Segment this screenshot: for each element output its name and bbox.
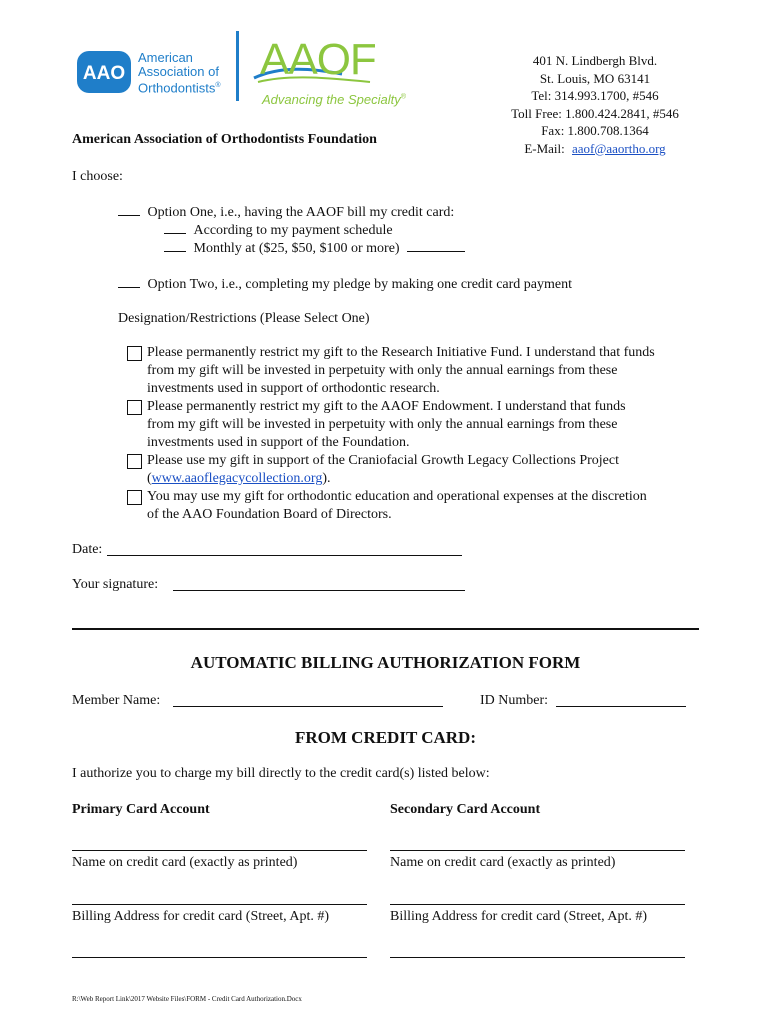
option-one-blank[interactable] [118,202,140,216]
from-credit-card-title: FROM CREDIT CARD: [294,728,476,747]
address-street: 401 N. Lindbergh Blvd. [532,53,658,68]
monthly-text: Monthly at ($25, $50, $100 or more) [193,241,400,256]
email-link[interactable]: aaof@aaortho.org [572,140,666,156]
schedule-text: According to my payment schedule [193,223,393,238]
footer-file-path: R:\Web Report Link\2017 Website Files\FORM - Credit Card Authorization.Docx [72,995,302,1003]
org-name: American Association of Orthodontists Foundation [72,132,377,147]
designation-4-line-1: You may use my gift for orthodontic education and operational expenses at the discretion [147,489,647,504]
link-suffix: ). [322,471,331,486]
aao-logo [76,50,226,98]
date-label: Date: [72,542,103,557]
designation-1-line-1: Please permanently restrict my gift to the Research Initiative Fund. I understand that funds [147,345,655,360]
designation-1-line-3: investments used in support of orthodontic research. [147,381,440,396]
schedule-blank[interactable] [164,220,186,234]
address-email-row [495,140,695,158]
aao-name-line-2: Association of [138,64,219,79]
checkbox-education-operations[interactable] [127,490,142,505]
secondary-address-line[interactable] [390,904,685,905]
designation-3-line-1: Please use my gift in support of the Craniofacial Growth Legacy Collections Project [147,453,619,468]
aaof-logo [250,35,410,112]
aao-logo-mark [76,50,132,94]
primary-address-label: Billing Address for credit card (Street, Apt. #) [72,909,329,924]
aaof-tagline: Advancing the Specialty® [262,92,406,107]
aao-name-line-3: Orthodontists® [138,80,221,96]
option-two-text: Option Two, i.e., completing my pledge by making one credit card payment [147,277,572,292]
address-block [495,52,695,157]
address-tel: Tel: 314.993.1700, #546 [531,88,659,103]
monthly-blank[interactable] [164,238,186,252]
designation-3-link-row [147,470,331,488]
designation-1-line-2: from my gift will be invested in perpetuity with only the annual earnings from these [147,363,618,378]
option-two-blank[interactable] [118,274,140,288]
primary-name-label: Name on credit card (exactly as printed) [72,855,298,870]
secondary-card-heading: Secondary Card Account [390,802,541,817]
email-label: E-Mail: [524,140,565,156]
designation-4-line-2: of the AAO Foundation Board of Directors. [147,507,392,522]
secondary-address-label: Billing Address for credit card (Street, Apt. #) [390,909,647,924]
secondary-name-line[interactable] [390,850,685,851]
monthly-amount-blank[interactable] [407,238,465,252]
signature-line[interactable] [173,590,465,591]
section-divider [72,628,699,630]
option-one-text: Option One, i.e., having the AAOF bill my credit card: [147,205,455,220]
checkbox-legacy-collections[interactable] [127,454,142,469]
address-tollfree: Toll Free: 1.800.424.2841, #546 [511,105,679,121]
schedule-row [164,220,393,240]
logo-divider [236,31,239,101]
monthly-row [164,238,465,258]
option-two-row [118,274,572,294]
member-name-line[interactable] [173,706,443,707]
designation-2-line-2: from my gift will be invested in perpetuity with only the annual earnings from these [147,417,618,432]
signature-label: Your signature: [72,577,159,592]
address-city: St. Louis, MO 63141 [539,70,651,86]
designation-heading: Designation/Restrictions (Please Select One) [118,311,370,326]
designation-2-line-3: investments used in support of the Foundation. [147,435,410,450]
registered-mark: ® [215,82,221,89]
legacy-collection-link[interactable]: www.aaoflegacycollection.org [151,471,323,486]
id-number-label: ID Number: [480,693,549,708]
option-one-row [118,202,454,222]
registered-mark: ® [400,93,406,101]
link-prefix: ( [147,471,152,486]
aaof-wordmark: AAOF [260,35,376,84]
secondary-name-label: Name on credit card (exactly as printed) [390,855,616,870]
checkbox-endowment[interactable] [127,400,142,415]
address-fax: Fax: 1.800.708.1364 [541,123,649,138]
authorize-text: I authorize you to charge my bill directly to the credit card(s) listed below: [72,766,490,781]
aao-name-line-1: American [138,50,193,65]
id-number-line[interactable] [556,706,686,707]
billing-form-title: AUTOMATIC BILLING AUTHORIZATION FORM [190,653,581,672]
aao-abbrev: AAO [82,63,126,84]
primary-name-line[interactable] [72,850,367,851]
designation-2-line-1: Please permanently restrict my gift to the AAOF Endowment. I understand that funds [147,399,626,414]
secondary-address-line-2[interactable] [390,957,685,958]
primary-address-line-2[interactable] [72,957,367,958]
date-line[interactable] [107,555,462,556]
choose-label: I choose: [72,169,123,184]
checkbox-research-fund[interactable] [127,346,142,361]
primary-card-heading: Primary Card Account [72,802,210,817]
primary-address-line[interactable] [72,904,367,905]
member-name-label: Member Name: [72,693,161,708]
